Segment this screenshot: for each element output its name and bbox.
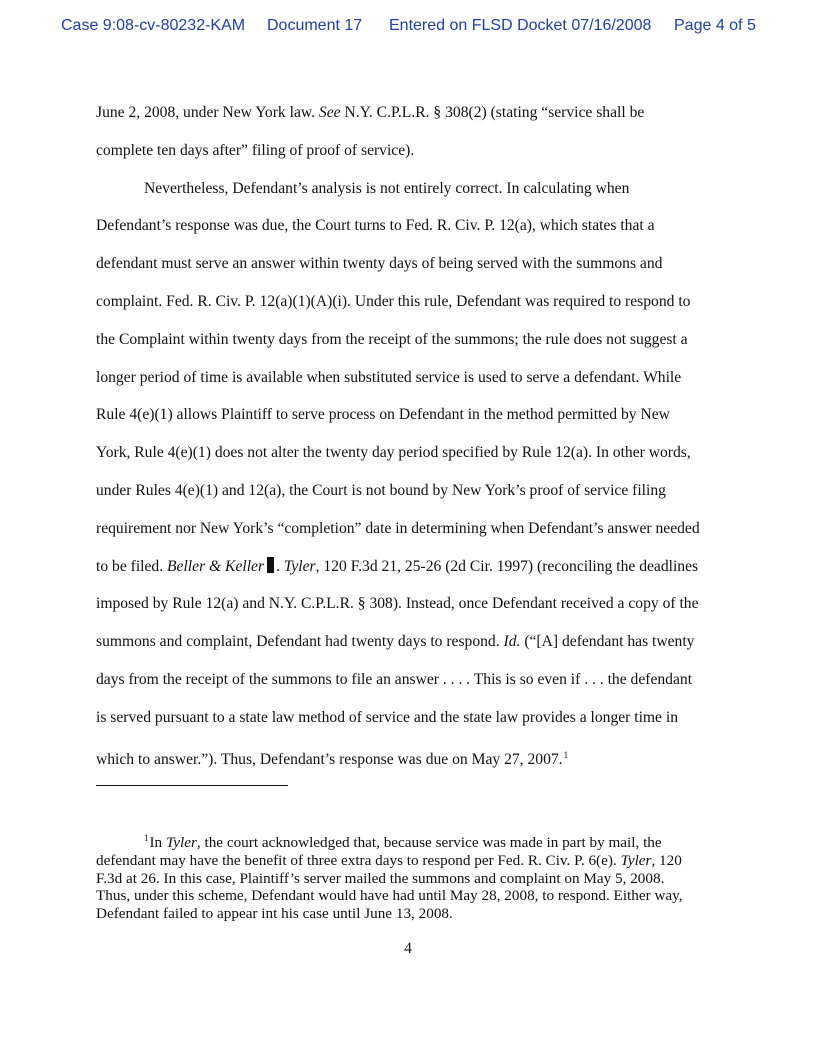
body-line: the Complaint within twenty days from the receipt of the summons; the rule does not suggest a — [96, 330, 688, 348]
footnote-line: defendant may have the benefit of three extra days to respond per Fed. R. Civ. P. 6(e). Tyler, 120 — [96, 851, 682, 869]
body-line: under Rules 4(e)(1) and 12(a), the Court is not bound by New York’s proof of service filing — [96, 481, 666, 499]
citation-id: Id. — [503, 633, 521, 651]
page-number: 4 — [404, 940, 412, 957]
body-line: complete ten days after” filing of proof of service). — [96, 141, 415, 159]
body-line: complaint. Fed. R. Civ. P. 12(a)(1)(A)(i). Under this rule, Defendant was required to respond to — [96, 292, 691, 310]
signal-see: See — [318, 104, 341, 121]
footnote-marker: 1 — [144, 833, 149, 843]
case-number: Case 9:08-cv-80232-KAM — [61, 17, 246, 34]
footnote-line: $^1$In Tyler, the court acknowledged that, because service was made in part by mail, the — [144, 833, 662, 851]
body-line: to be filed. Beller & Keller . Tyler, 120 F.3d 21, 25-26 (2d Cir. 1997) (reconciling the deadlines — [96, 557, 699, 575]
body-line: Defendant’s response was due, the Court turns to Fed. R. Civ. P. 12(a), which states that a — [96, 217, 655, 235]
body-line: is served pursuant to a state law method of service and the state law provides a longer time in — [96, 708, 678, 726]
case-citation-tyler: Tyler — [283, 557, 316, 575]
body-line: June 2, 2008, under New York law. See N.Y. C.P.L.R. § 308(2) (stating “service shall be — [96, 104, 645, 121]
docket-entry-date: Entered on FLSD Docket 07/16/2008 — [389, 17, 652, 34]
footnote-line: Defendant failed to appear int his case until June 13, 2008. — [96, 905, 453, 923]
body-line: York, Rule 4(e)(1) does not alter the twenty day period specified by Rule 12(a). In other words, — [96, 444, 691, 462]
body-line: which to answer.”). Thus, Defendant’s response was due on May 27, 2007.$^1$ — [96, 749, 569, 768]
body-line: imposed by Rule 12(a) and N.Y. C.P.L.R. § 308). Instead, once Defendant received a copy of the — [96, 595, 699, 613]
body-line: requirement nor New York’s “completion” date in determining when Defendant’s answer needed — [96, 519, 700, 537]
body-line: longer period of time is available when substituted service is used to serve a defendant. While — [96, 368, 682, 386]
case-citation: Beller & Keller — [167, 557, 265, 575]
page-count: Page 4 of 5 — [674, 17, 756, 34]
footnote-line: F.3d at 26. In this case, Plaintiff’s server mailed the summons and complaint on May 5, 2008. — [96, 869, 665, 887]
redaction-mark — [267, 557, 274, 573]
footnote — [96, 830, 722, 923]
footnote-line: Thus, under this scheme, Defendant would have had until May 28, 2008, to respond. Either way, — [96, 887, 683, 905]
docket-header — [0, 17, 816, 39]
footnote-divider — [96, 785, 288, 786]
body-line: Rule 4(e)(1) allows Plaintiff to serve process on Defendant in the method permitted by New — [96, 406, 670, 424]
footnote-reference: 1 — [563, 749, 569, 760]
body-text — [96, 94, 722, 774]
body-line: Nevertheless, Defendant’s analysis is not entirely correct. In calculating when — [144, 179, 630, 197]
body-line: defendant must serve an answer within twenty days of being served with the summons and — [96, 255, 663, 273]
body-line: summons and complaint, Defendant had twenty days to respond. Id. (“[A] defendant has twenty — [96, 633, 695, 651]
document-number: Document 17 — [267, 17, 363, 34]
body-line: days from the receipt of the summons to file an answer . . . . This is so even if . . . the defendant — [96, 670, 693, 688]
